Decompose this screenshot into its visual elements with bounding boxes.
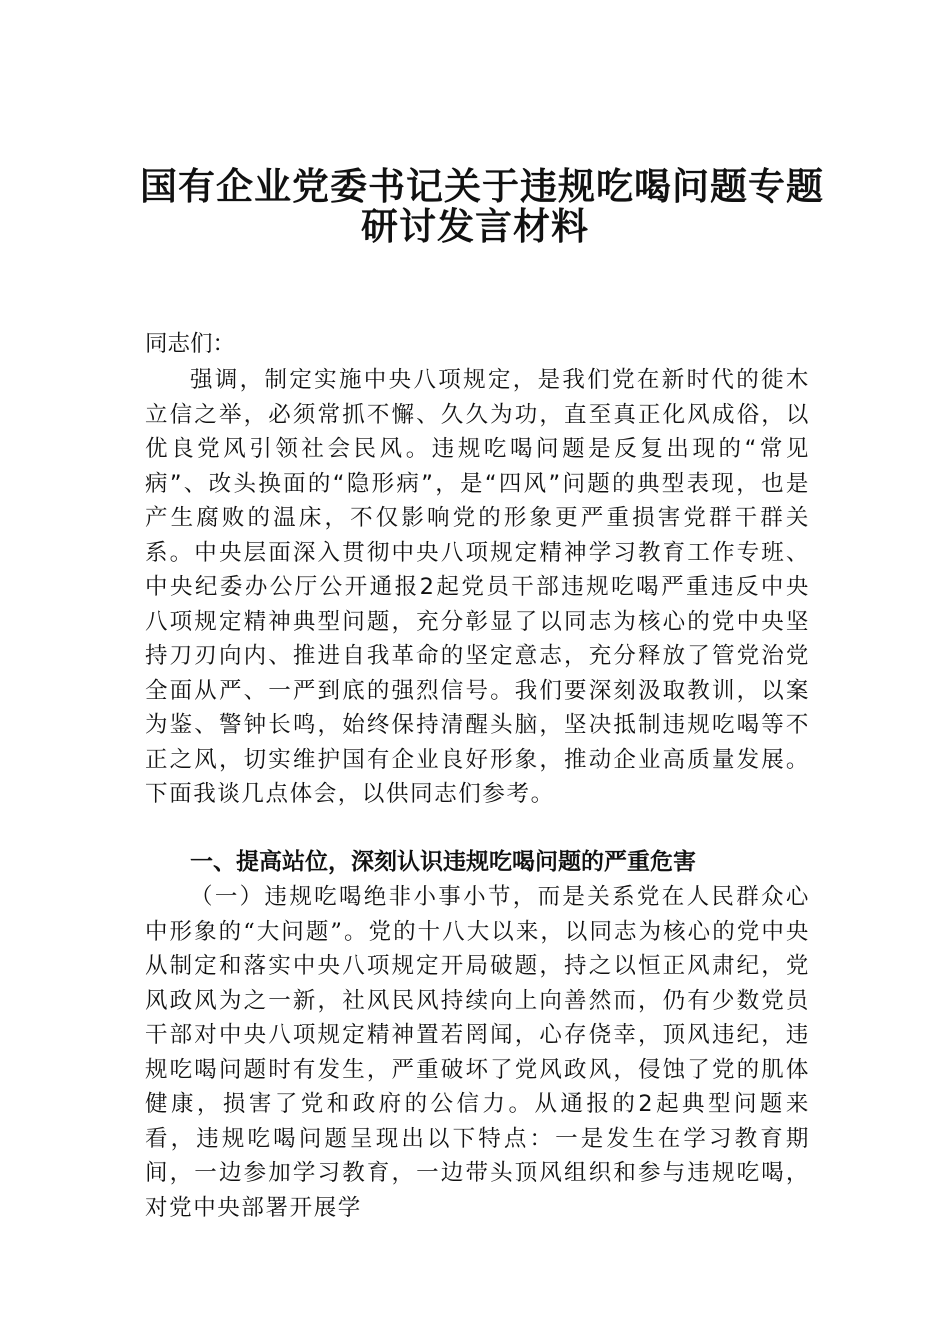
subheading-1: （一）违规吃喝绝非小事小节，而是关系党在人民群众心中形象的“大问题”。: [145, 884, 810, 945]
section-heading-1: 一、提高站位，深刻认识违规吃喝问题的严重危害: [190, 849, 696, 875]
paragraph-2: [145, 880, 810, 1225]
paragraph-1-block: [145, 363, 810, 812]
paragraph-1: 强调，制定实施中央八项规定，是我们党在新时代的徙木立信之举，必须常抓不懈、久久为功，直至真正化风成俗，以优良党风引领社会民风。违规吃喝问题是反复出现的“常见病”、改头换面的“隐形病”，是“四风”问题的典型表现，也是产生腐败的温床，不仅影响党的形象更严重损害党群干群关系。中央层面深入贯彻中央八项规定精神学习教育工作专班、中央纪委办公厅公开通报2起党员干部违规吃喝严重违反中央八项规定精神典型问题，充分彰显了以同志为核心的党中央坚持刀刃向内、推进自我革命的坚定意志，充分释放了管党治党全面从严、一严到底的强烈信号。我们要深刻汲取教训，以案为鉴、警钟长鸣，始终保持清醒头脑，坚决抵制违规吃喝等不正之风，切实维护国有企业良好形象，推动企业高质量发展。下面我谈几点体会，以供同志们参考。: [145, 367, 810, 807]
document-title-line-2: 研讨发言材料: [361, 204, 589, 248]
salutation: 同志们：: [145, 331, 236, 357]
paragraph-2-text: 党的十八大以来，以同志为核心的党中央从制定和落实中央八项规定开局破题，持之以恒正风肃纪，党风政风为之一新，社风民风持续向上向善然而，仍有少数党员干部对中央八项规定精神置若罔闻，心存侥幸，顶风违纪，违规吃喝问题时有发生，严重破坏了党风政风，侵蚀了党的肌体健康，损害了党和政府的公信力。从通报的2起典型问题来看，违规吃喝问题呈现出以下特点：一是发生在学习教育期间，一边参加学习教育，一边带头顶风组织和参与违规吃喝，对党中央部署开展学: [145, 918, 810, 1221]
document-title-line-1: 国有企业党委书记关于违规吃喝问题专题: [140, 164, 824, 208]
paragraph-2-block: [145, 880, 810, 1225]
